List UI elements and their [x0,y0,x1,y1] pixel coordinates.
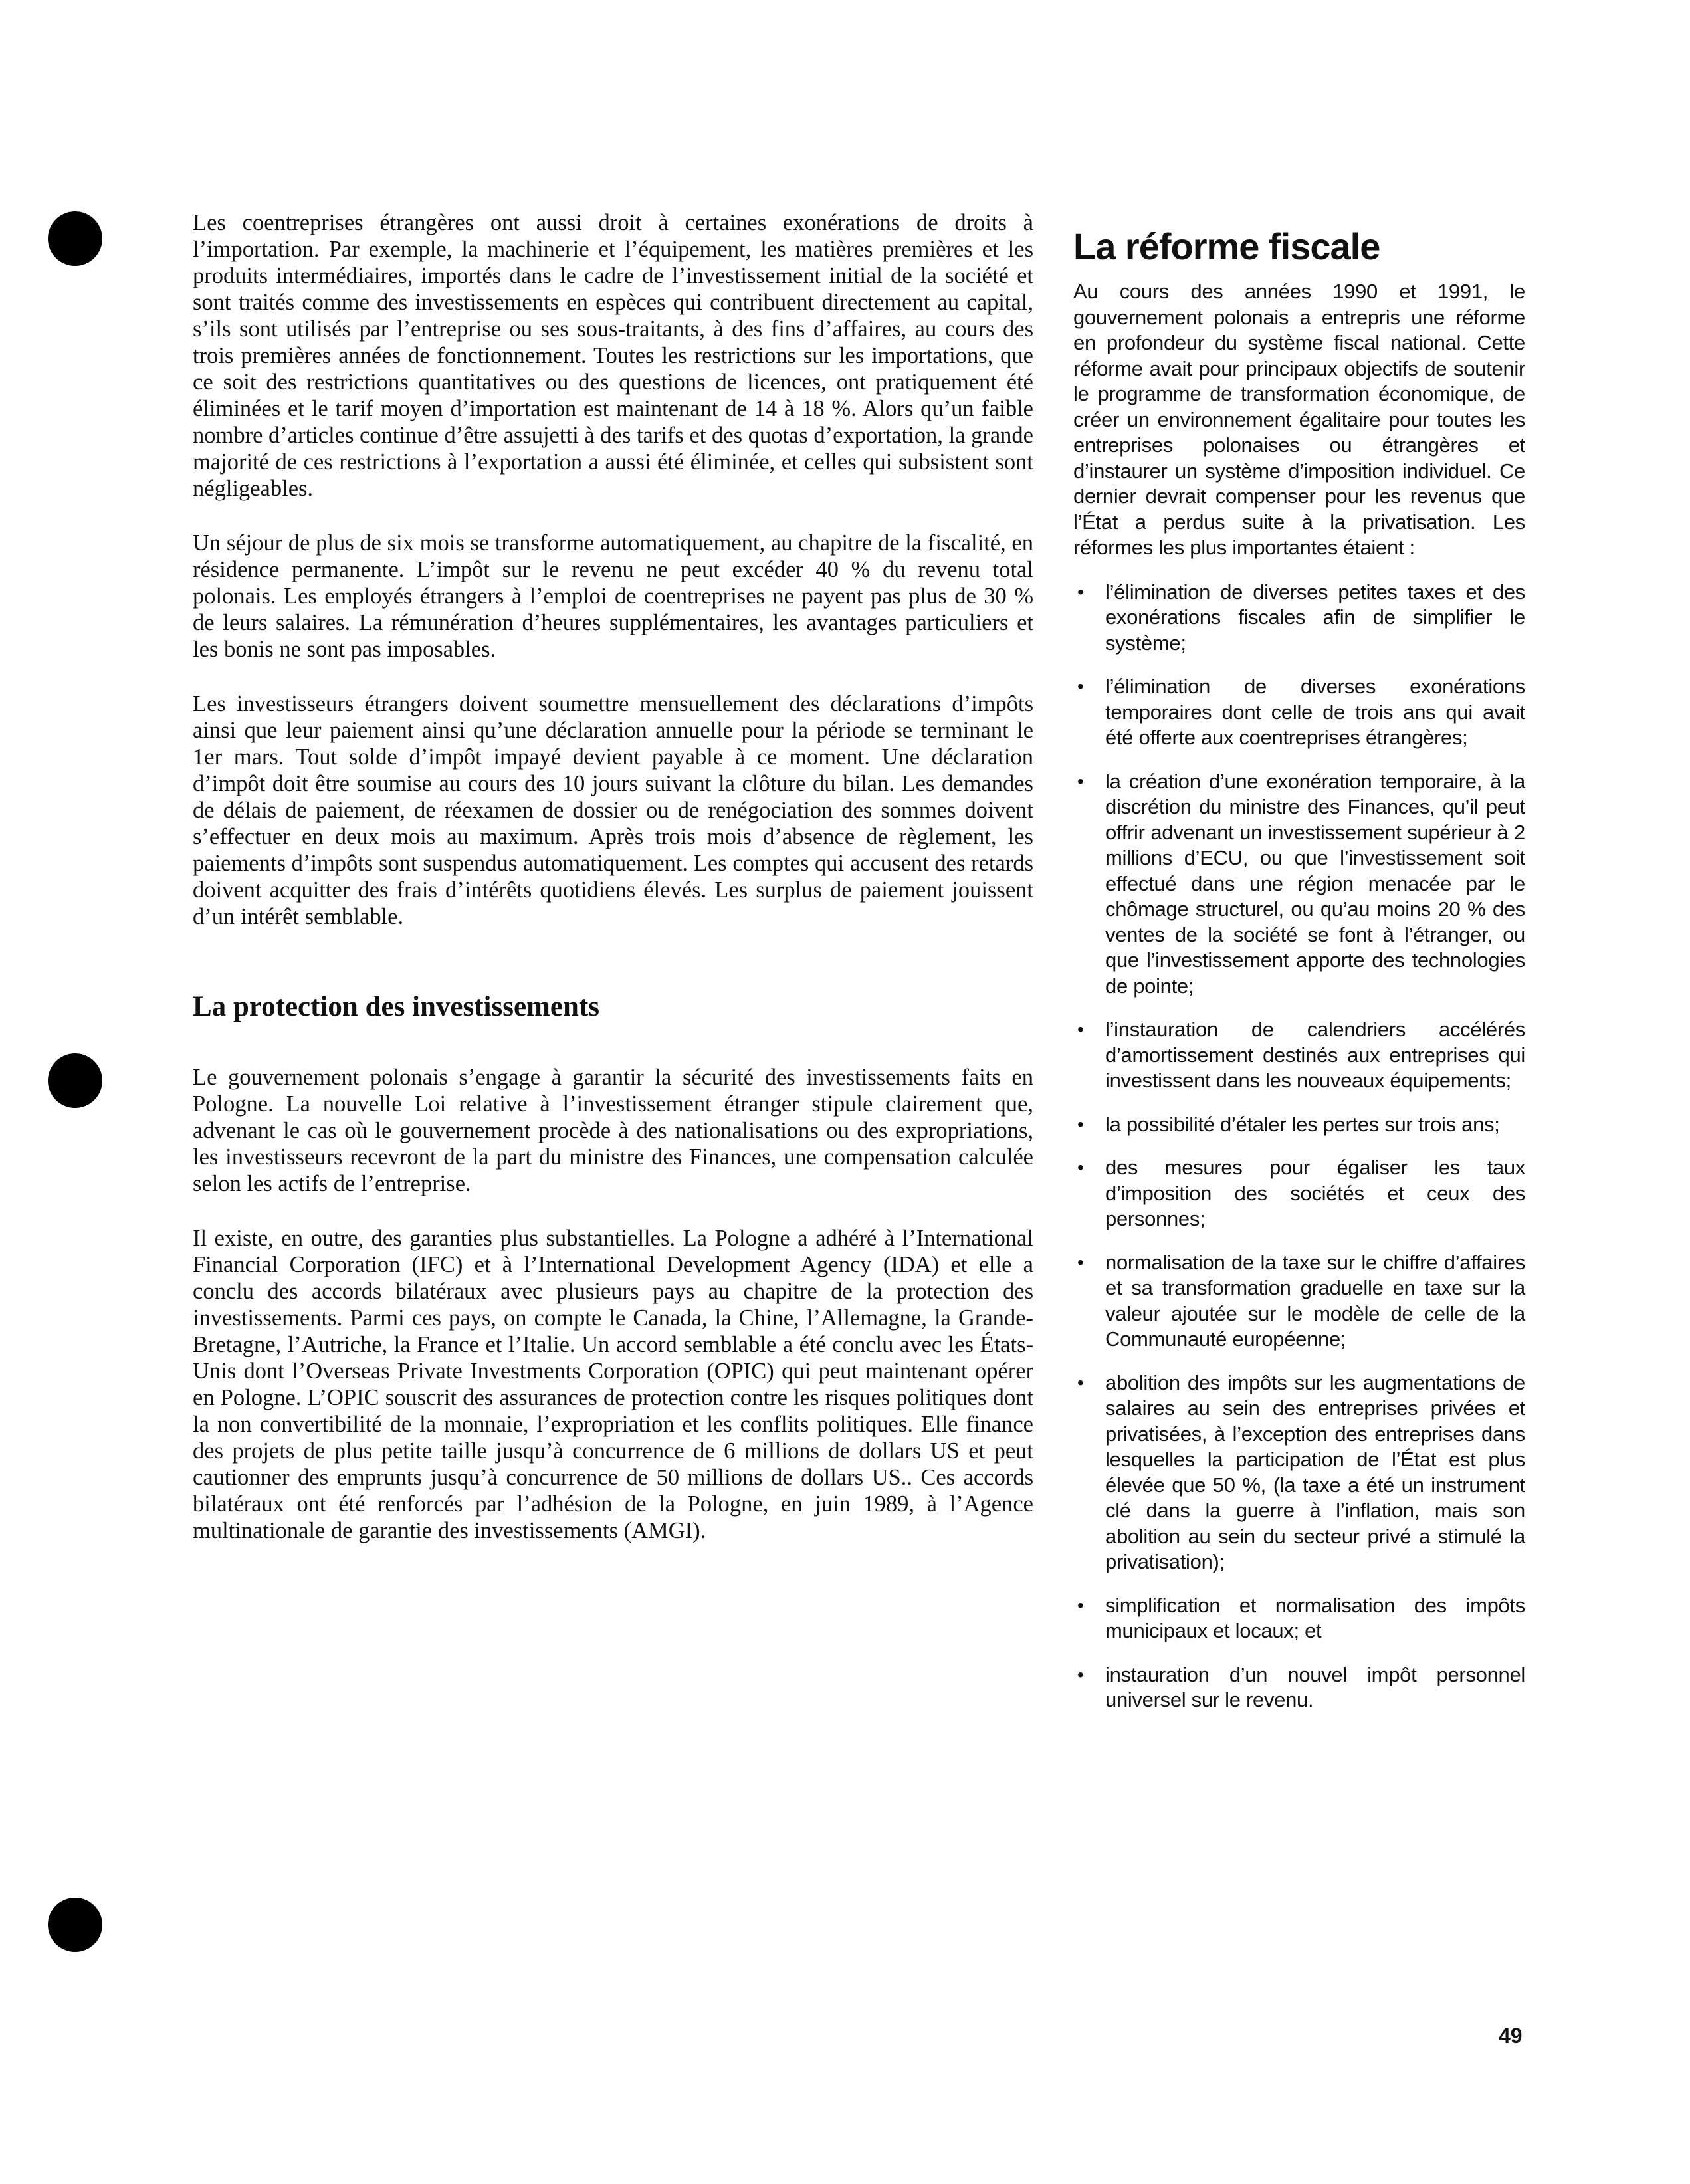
paragraph-substantial-guarantees: Il existe, en outre, des garanties plus substantielles. La Pologne a adhéré à l’International Financial Corporation (IFC) et à l’International Development Agency (IDA) et elle a conclu des accords bilatéraux avec plusieurs pays au chapitre de la protection des investissements. Parmi ces pays, on compte le Canada, la Chine, l’Allemagne, la Grande-Bretagne, l’Autriche, la France et l’Italie. Un accord semblable a été conclu avec les États-Unis dont l’Overseas Private Investments Corporation (OPIC) qui peut maintenant opérer en Pologne. L’OPIC souscrit des assurances de protection contre les risques politiques dont la non convertibilité de la monnaie, l’expropriation et les conflits politiques. Elle finance des projets de plus petite taille jusqu’à concurrence de 6 millions de dollars US et peut cautionner des emprunts jusqu’à concurrence de 50 millions de dollars US.. Ces accords bilatéraux ont été renforcés par l’adhésion de la Pologne, en juin 1989, à l’Agence multinationale de garantie des investissements (AMGI). [193,1226,1033,1543]
list-item [1073,1593,1525,1644]
list-item-text: simplification et normalisation des impôts municipaux et locaux; et [1105,1593,1525,1642]
list-item [1073,1112,1525,1138]
paragraph-security-guarantee: Le gouvernement polonais s’engage à garantir la sécurité des investissements faits en Pologne. La nouvelle Loi relative à l’investissement étranger stipule clairement que, advenant le cas où le gouvernement procède à des nationalisations ou des expropriations, les investisseurs recevront de la part du ministre des Finances, une compensation calculée selon les actifs de l’entreprise. [193,1065,1033,1196]
list-item-text: la possibilité d’étaler les pertes sur trois ans; [1105,1112,1500,1136]
page-number: 49 [1499,2024,1523,2048]
sidebar-intro: Au cours des années 1990 et 1991, le gouvernement polonais a entrepris une réforme en profondeur du système fiscal national. Cette réforme avait pour principaux objectifs de soutenir le programme de transformation économique, de créer un environnement égalitaire pour toutes les entreprises polonaises ou étrangères et d’instaurer un système d’imposition individuel. Ce dernier devrait compenser pour les revenus que l’État a perdus suite à la privatisation. Les réformes les plus importantes étaient : [1073,280,1525,559]
bullet-icon: • [1077,581,1084,602]
list-item-text: la création d’une exonération temporaire, à la discrétion du ministre des Finances, qu’il peut offrir advenant un investissement supérieur à 2 millions d’ECU, ou que l’investissement soit effectué dans une région menacée par le chômage structurel, ou qu’au moins 20 % des ventes de la société se font à l’étranger, ou que l’investissement apporte des technologies de pointe; [1105,769,1525,998]
list-item [1073,1250,1525,1353]
bullet-icon: • [1077,1019,1084,1039]
list-item [1073,674,1525,751]
binder-hole-bottom [48,1898,102,1952]
binder-hole-top [48,211,102,266]
sidebar-box [1073,226,1525,1731]
bullet-icon: • [1077,1113,1084,1135]
bullet-icon: • [1077,770,1084,792]
list-item [1073,769,1525,1000]
sidebar-bullet-list [1073,580,1525,1713]
sidebar-title: La réforme fiscale [1073,225,1380,267]
bullet-icon: • [1077,1372,1084,1393]
list-item-text: l’élimination de diverses exonérations temporaires dont celle de trois ans qui avait été offerte aux coentreprises étrangères; [1105,675,1525,749]
list-item [1073,1662,1525,1713]
bullet-icon: • [1077,1664,1084,1685]
list-item-text: l’instauration de calendriers accélérés d’amortissement destinés aux entreprises qui investissent dans les nouveaux équipements; [1105,1018,1525,1092]
main-column [193,209,1033,1572]
list-item-text: instauration d’un nouvel impôt personnel universel sur le revenu. [1105,1662,1525,1711]
paragraph-import-exemptions: Les coentreprises étrangères ont aussi droit à certaines exonérations de droits à l’importation. Par exemple, la machinerie et l’équipement, les matières premières et les produits intermédiaires, importés dans le cadre de l’investissement initial de la société et sont traités comme des investissements en espèces qui contribuent directement au capital, s’ils sont utilisés par l’entreprise ou ses sous-traitants, à des fins d’affaires, au cours des trois premières années de fonctionnement. Toutes les restrictions sur les importations, que ce soit des restrictions quantitatives ou des questions de licences, ont pratiquement été éliminées et le tarif moyen d’importation est maintenant de 14 à 18 %. Alors qu’un faible nombre d’articles continue d’être assujetti à des tarifs et des quotas d’exportation, la grande majorité de ces restrictions à l’exportation a aussi été éliminée, et celles qui subsistent sont négligeables. [193,210,1033,501]
section-heading: La protection des investissements [193,991,599,1022]
list-item-text: abolition des impôts sur les augmentations de salaires au sein des entreprises privées et privatisées, à l’exception des entreprises dans lesquelles la participation de l’État est plus élevée que 50 %, (la taxe a été un instrument clé dans la guerre à l’inflation, mais son abolition au sein du secteur privé a stimulé la privatisation); [1105,1370,1525,1573]
list-item [1073,1155,1525,1232]
bullet-icon: • [1077,1157,1084,1178]
bullet-icon: • [1077,676,1084,697]
binder-hole-middle [48,1053,102,1108]
list-item-text: des mesures pour égaliser les taux d’imposition des sociétés et ceux des personnes; [1105,1156,1525,1230]
paragraph-residence-tax: Un séjour de plus de six mois se transforme automatiquement, au chapitre de la fiscalité, en résidence permanente. L’impôt sur le revenu ne peut excéder 40 % du revenu total polonais. Les employés étrangers à l’emploi de coentreprises ne payent pas plus de 30 % de leurs salaires. La rémunération d’heures supplémentaires, les avantages particuliers et les bonis ne sont pas imposables. [193,530,1033,662]
list-item [1073,580,1525,657]
paragraph-tax-declarations: Les investisseurs étrangers doivent soumettre mensuellement des déclarations d’impôts ainsi que leur paiement ainsi qu’une déclaration annuelle pour la période se terminant le 1er mars. Tout solde d’impôt impayé devient payable à ce moment. Une déclaration d’impôt doit être soumise au cours des 10 jours suivant la clôture du bilan. Les demandes de délais de paiement, de réexamen de dossier ou de renégociation des sommes doivent s’effectuer en deux mois au maximum. Après trois mois d’absence de règlement, les paiements d’impôts sont suspendus automatiquement. Les comptes qui accusent des retards doivent acquitter des frais d’intérêts quotidiens élevés. Les surplus de paiement jouissent d’un intérêt semblable. [193,691,1033,929]
list-item [1073,1017,1525,1094]
list-item-text: normalisation de la taxe sur le chiffre d’affaires et sa transformation graduelle en taxe sur la valeur ajoutée sur le modèle de celle de la Communauté européenne; [1105,1250,1525,1351]
bullet-icon: • [1077,1252,1084,1273]
bullet-icon: • [1077,1594,1084,1616]
list-item [1073,1370,1525,1575]
list-item-text: l’élimination de diverses petites taxes et des exonérations fiscales afin de simplifier le système; [1105,580,1525,655]
